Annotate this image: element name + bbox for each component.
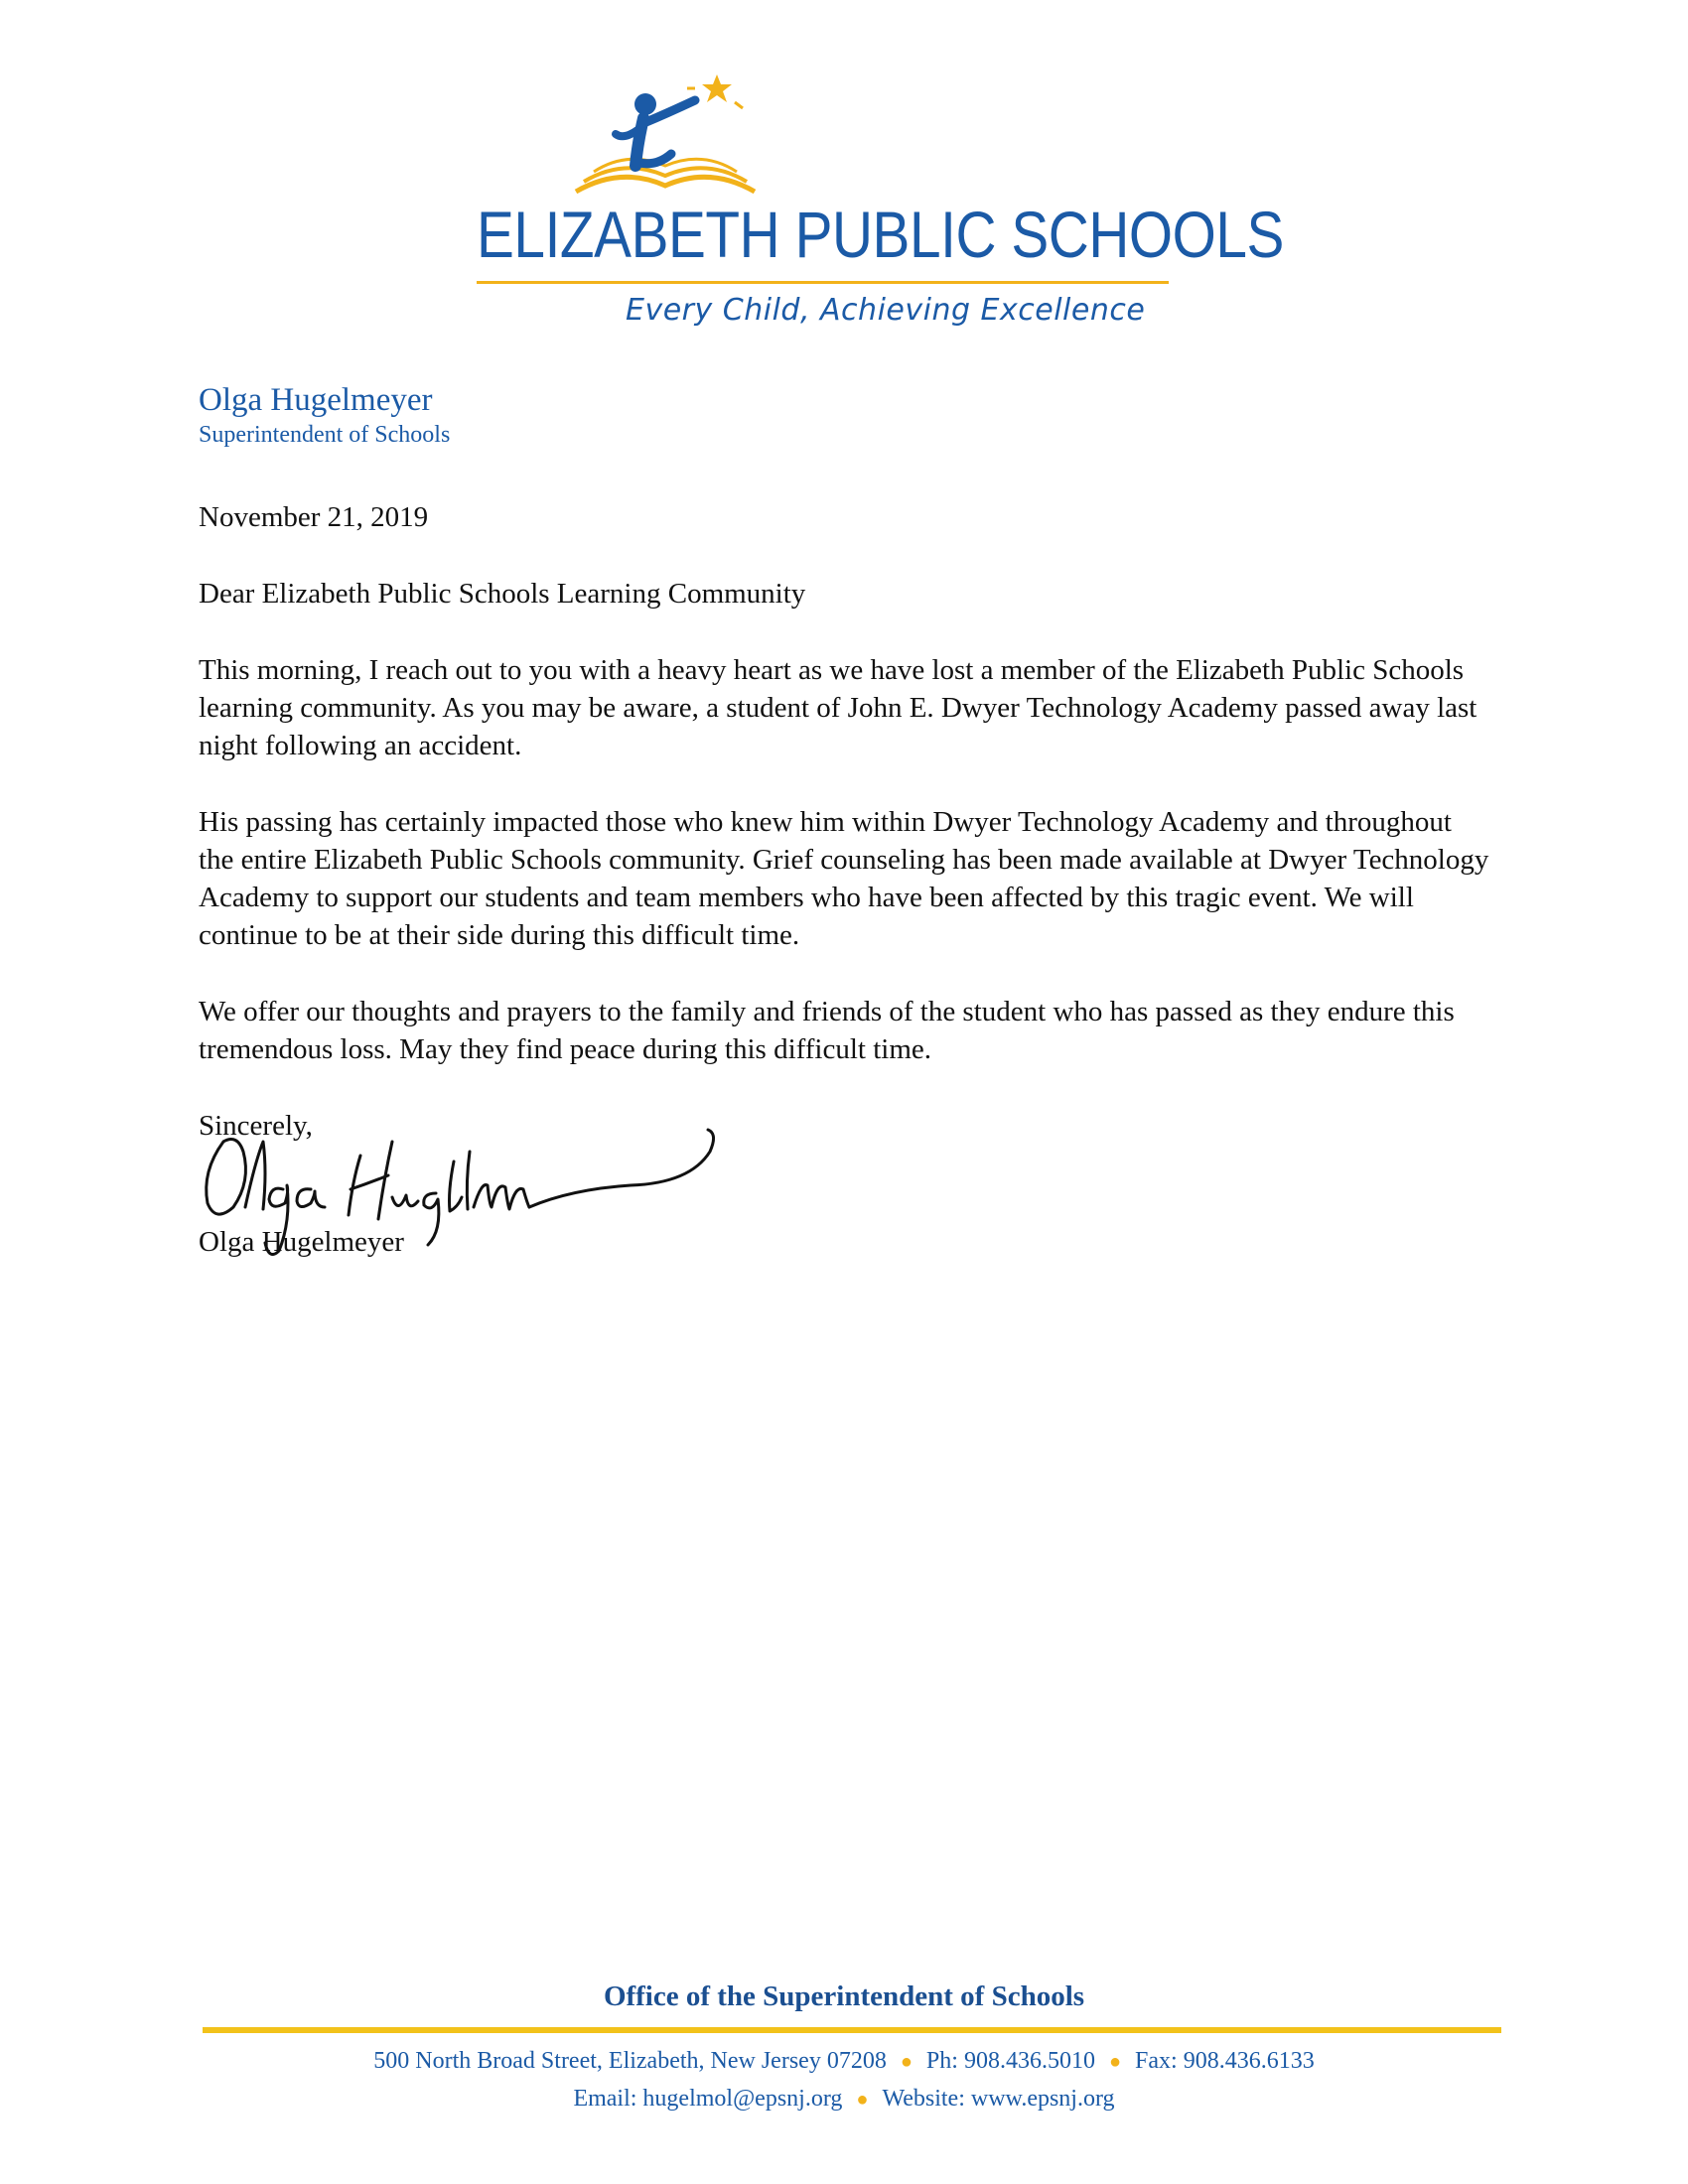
district-name: ELIZABETH PUBLIC SCHOOLS — [477, 198, 1284, 271]
salutation: Dear Elizabeth Public Schools Learning Community — [199, 578, 806, 610]
footer-contact-line-1 — [0, 2048, 1688, 2075]
paragraph-2: His passing has certainly impacted those who knew him within Dwyer Technology Academy and throughout the entire Elizabeth Public Schools community. Grief counseling has been made available at Dwyer Technology Academy to support our students and team members who have been affected by this tragic event. We will continue to be at their side during this difficult time. — [199, 806, 1489, 951]
closing: Sincerely, — [199, 1110, 313, 1142]
letter-date: November 21, 2019 — [199, 501, 429, 533]
bullet-dot-icon: ● — [856, 2089, 869, 2111]
footer-website: Website: www.epsnj.org — [882, 2086, 1115, 2112]
paragraph-3: We offer our thoughts and prayers to the family and friends of the student who has passed as they endure this tremendous loss. May they find peace during this difficult time. — [199, 996, 1455, 1065]
footer-office-title: Office of the Superintendent of Schools — [603, 1980, 1085, 2012]
district-logo — [477, 74, 1284, 347]
footer-address: 500 North Broad Street, Elizabeth, New Jersey 07208 — [373, 2048, 887, 2074]
footer-fax: Fax: 908.436.6133 — [1135, 2048, 1315, 2074]
footer-contact-line-2 — [0, 2086, 1688, 2113]
footer-divider — [203, 2027, 1501, 2033]
footer-email: Email: hugelmol@epsnj.org — [573, 2086, 843, 2112]
footer-phone: Ph: 908.436.5010 — [925, 2048, 1095, 2074]
district-tagline: Every Child, Achieving Excellence — [626, 293, 1146, 328]
sender-title: Superintendent of Schools — [199, 422, 451, 448]
logo-divider — [477, 281, 1169, 284]
signer-name: Olga Hugelmeyer — [199, 1226, 404, 1258]
bullet-dot-icon: ● — [1108, 2051, 1122, 2073]
paragraph-1: This morning, I reach out to you with a heavy heart as we have lost a member of the Elizabeth Public Schools learning community. As you may be aware, a student of John E. Dwyer Technology Academy passed away last night following an accident. — [199, 654, 1477, 761]
sender-name: Olga Hugelmeyer — [199, 382, 433, 418]
logo-child-book-star-icon — [546, 74, 784, 199]
bullet-dot-icon: ● — [900, 2051, 913, 2073]
